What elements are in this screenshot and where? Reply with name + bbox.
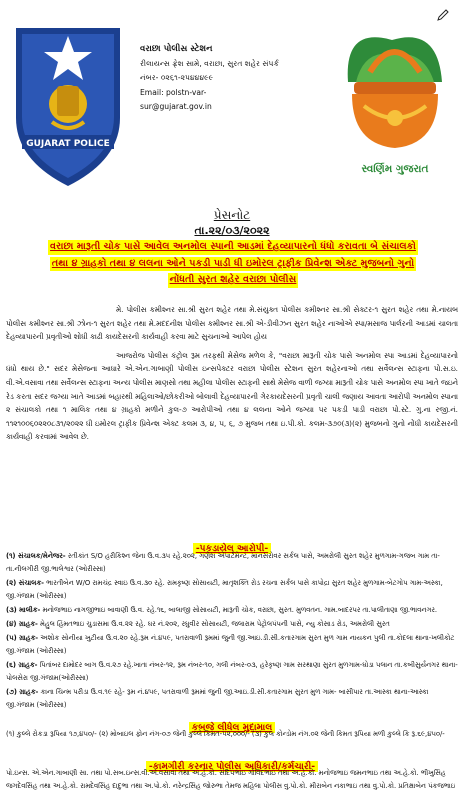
headline-line: નોંધતી સુરત શહેર વરાછા પોલીસ (168, 273, 299, 288)
list-item: (૧) સંચાલક/મેનેજર- રતીકાંત S/O હરીકિશ્ન જેના ઉ.વ.૩૫ રહે.૨૦૨, ગણેશ એપાર્ટમેન્ટ, માનસરોવર સર્કલ પાસે, અમરોલી સુરત શહેર મુળગામ-ગજબ ગામ તા-તા.નીલગીરી જી.ભાલેશ્વર (ઓરીસ્સા) (6, 552, 440, 573)
press-note-title: પ્રેસનોટ (213, 208, 251, 222)
headline (18, 240, 448, 290)
swarnim-gujarat-logo-icon (334, 22, 456, 194)
list-item: (૨) સંચાલક- ભારતીબેન W/O રામચંદ્ર સ્વાઇ ઉ.વ.૩૦ રહે. રામકૃષ્ણ સોસાયટી, માતૃશક્તિ રોડ રચના સર્કલ પાસે કાપોદ્રા સુરત શહેર મુળગામ-બેટગોપ ગામ-અસ્કા, જી.ગંજામ (ઓરીસ્સા) (6, 579, 443, 600)
list-item: (૧) કુલ્લે રોકડા રૂપિયા ૧૭,૪૫૦/- (૨) મોબાઇલ ફોન નંગ-૦૭ જેની કુલ્લે કિમત-૫૨,૦૦૦/- (૩) કુલ કોન્ડોમ નંગ.૦૨ જેની કિમત રૂપિયા મળી કુલ્લે કિ રૂ.૬૯,૪૫૦/- (6, 730, 445, 738)
press-title-block (0, 207, 464, 238)
body-paragraph: મે. પોલીસ કમીશ્નર સા.શ્રી સુરત શહેર તથા મે.સંયુક્ત પોલીસ કમીશ્નર સા.શ્રી સેક્ટર-૧ સુરત શહેર તથા મે.નાયબ પોલીસ કમીશ્નર સા.શ્રી ઝોન-૧ સુરત શહેર તથા મે.મદદનીશ પોલીસ કમીશ્નર સા.શ્રી એ-ડીવીઝન સુરત શહેર નાઓએ સ્પા/મસાજ પાર્લરની આડમાં ચાલતા દેહવ્યાપારની પ્રવૃતીઓ શોધી કાઢી કાયદેસરની કાર્યવાહી કરવા માટે સુચનાઓ આપેલ હોય (6, 305, 458, 342)
list-item: (૬) ગ્રાહક- પિતાંબર દામોદર બાગ ઉ.વ.૨૭ રહે.ખાતા નંબર-૧૨, રૂમ નંબર-૧૦, ગલી નંબર-૦૩, હરેકૃષ્ણ ગામ સરથાણા સુરત મુળગામ-ઘોડા પલાન તા.કબીસુર્યનગર થાના-પોલસેરા જી.ગંજામ(ઓરીસ્સા) (6, 661, 458, 682)
press-note-date: તા.૨૨/૦૩/૨૦૨૨ (194, 224, 270, 237)
accused-heading: -પકડાયેલ આરોપી- (0, 536, 464, 555)
office-address: રીલાયન્સ ફ્રેશ સામે, વરાછા, સુરત શહેર સંપર્ક (140, 58, 279, 68)
letterhead (0, 0, 464, 205)
office-name: વરાછા પોલીસ સ્ટેશન (140, 44, 213, 54)
office-email-value[interactable]: sur@gujarat.gov.in (140, 102, 212, 111)
list-item: (૭) ગ્રાહક- કાના ચિન્મ પરીડા ઉ.વ.૧૯ રહે- રૂમ નં.૪૫૯, પતરાવાળી રૂમમાં જુની જી.આઇ.ડી.સી.કતારગામ સુરત મુળ ગામ- બાસીપાર તા.આસ્કા થાના-આસ્કા જી.ગંજામ (ઓરીસ્સા) (6, 688, 429, 709)
office-phone: નંબર- ૦૨૬૧-૨૫૪૪૪૯૯ (140, 73, 214, 82)
list-item: (૫) ગ્રાહક- અશોક સોનીયા ખુટીયા ઉ.વ.૨૦ રહે.રૂમ નં.૪૫૯, પતરાવાળી રૂમમાં જુની જી.આઇ.ડી.સી.કતારગામ સુરત મુળ ગામ નાયકન પુલી તા.કોદલા થાના-ખલીકોટ જી.ગંજામ (ઓરીસ્સા) (6, 634, 455, 655)
officers-text: પો.ઇન્સ. એ.એન.ગાબાણી સા. તથા પો.સબ.ઇન્સ.વી.એ.વસાવા તથા અ.હે.કો. સંદિપભાઇ ગોવિંદભાઇ તથા અ.હે.કો. મનોજભાઇ જમનભાઇ તથા અ.હે.કો. ભીખુસિંહ જગદેવસિંહ તથા અ.હે.કો. રામદેવસિંહ દાદુભા તથા અ.પો.કો. નરેન્દ્રસિંહ જોરુભા તેમજ મહિલા પોલીસ વુ.પો.કો. મીરાબેન નકાભાઇ તથા વુ.પો.કો. પ્રતિક્ષાબેન પંકજભાઇ (6, 769, 456, 790)
pen-icon[interactable] (436, 8, 450, 22)
seized-heading: કબજે લીધેલ મુદામાલ (0, 715, 464, 734)
swarnim-caption: સ્વર્ણિમ ગુજરાત (361, 163, 429, 175)
body-paragraph: આજરોજ પોલીસ કંટ્રોલ રૂમ તરફથી મેસેજ મળેલ કે, "વરાછા મારૂતી ચોક પાસે અનમોલ સ્પા આડમાં દેહવ્યાપારનો ધંધો થાય છે." સદર મેસેજના આધારે એ.એન.ગાબાણી પોલીસ ઇન્સપેક્ટર વરાછા પોલીસ સ્ટેશન સુરત શહેરનાઓ તથા સર્વેલન્સ સ્ટાફના પો.સ.ઇ. વી.એ.વસાવા તથા સર્વેલન્સ સ્ટાફના અન્ય પોલીસ માણસો તથા મહીલા પોલીસ સ્ટાફની સાથે મેસેજ વાળી જગ્યા મારૂતી ચોક પાસે અનમોલ સ્પા ખાતે જઇને રેડ કરતા સદર જગ્યા ખાતે આડમાં બહારથી મહિલાઓ/છોકરીઓ બોલાવી દેહવ્યાપારની ગેરકાયદેસરની પ્રવૃતી ચાલી જણાય આવતા આરોપી અનમોલ સ્પાના ૨ સંચાલકો તથા ૧ માલિક તથા ૪ ગ્રાહકો મળીને કુલ-૭ આરોપીઓ તથા ૪ લલના ઓને જગ્યા પર પકડી પાડી વરાછા પો.સ્ટે. ગુ.ના રજી.નં. ૧૧૨૧૦૦૬૦૨૨૦૮૩૧/૨૦૨૨ ધી ઇમોરલ ટ્રાફીક પ્રિવેન્શ એક્ટ કલમ ૩, ૪, ૫, ૬, ૭ મુજબ તથા ઇ.પી.કો. કલમ-૩૭૦(૩)(૨) મુજબનો ગુનો નોંધી કાયદેસરની કાર્યવાહી કરવામાં આવેલ છે. (6, 350, 458, 442)
headline-line: તથા ૪ ગ્રાહકો તથા ૪ લલના ઓને પકડી પાડી ધી ઇમોરલ ટ્રાફીક પ્રિવેન્શ એક્ટ મુજબનો ગુનો (50, 257, 416, 272)
police-emblem-icon (8, 22, 128, 192)
office-details (140, 42, 330, 115)
accused-list (6, 550, 458, 713)
officers-heading: -કામગીરી કરનાર પોલીસ અધિકારી/કર્મચારી- (0, 754, 464, 773)
seized-list (6, 728, 458, 742)
office-email-label: Email: polstn-var- (140, 87, 207, 97)
body-text (6, 303, 458, 449)
headline-line: વરાછા મારૂતી ચોક પાસે આવેલ અનમોલ સ્પાની આડમાં દેહવ્યાપારનો ધંધો કરાવતા બે સંચાલકો (48, 240, 418, 255)
emblem-caption: GUJARAT POLICE (26, 139, 110, 149)
list-item: (૪) ગ્રાહક- મેહુલ હિંમતભાઇ ચુડાસમા ઉ.વ.૨૨ રહે. ઘર નં.૨૦૨, રઘુવીર સોસાયટી, જલારામ પેટ્રોલપંપની પાસે, ન્યુ કોસાડ રોડ, અમરોલી સુરત (6, 620, 390, 628)
list-item: (૩) માલીક- મનોજભાઇ નાગજીભાઇ બાવાણી ઉ.વ. રહે.૧૬, બાલાજી સોસાયટી, મારૂતી ચોક, વરાછા, સુરત. મુળવતન. ગામ.બાદરપર તા.પાલીતાણા જી.ભાવનગર. (6, 606, 438, 614)
